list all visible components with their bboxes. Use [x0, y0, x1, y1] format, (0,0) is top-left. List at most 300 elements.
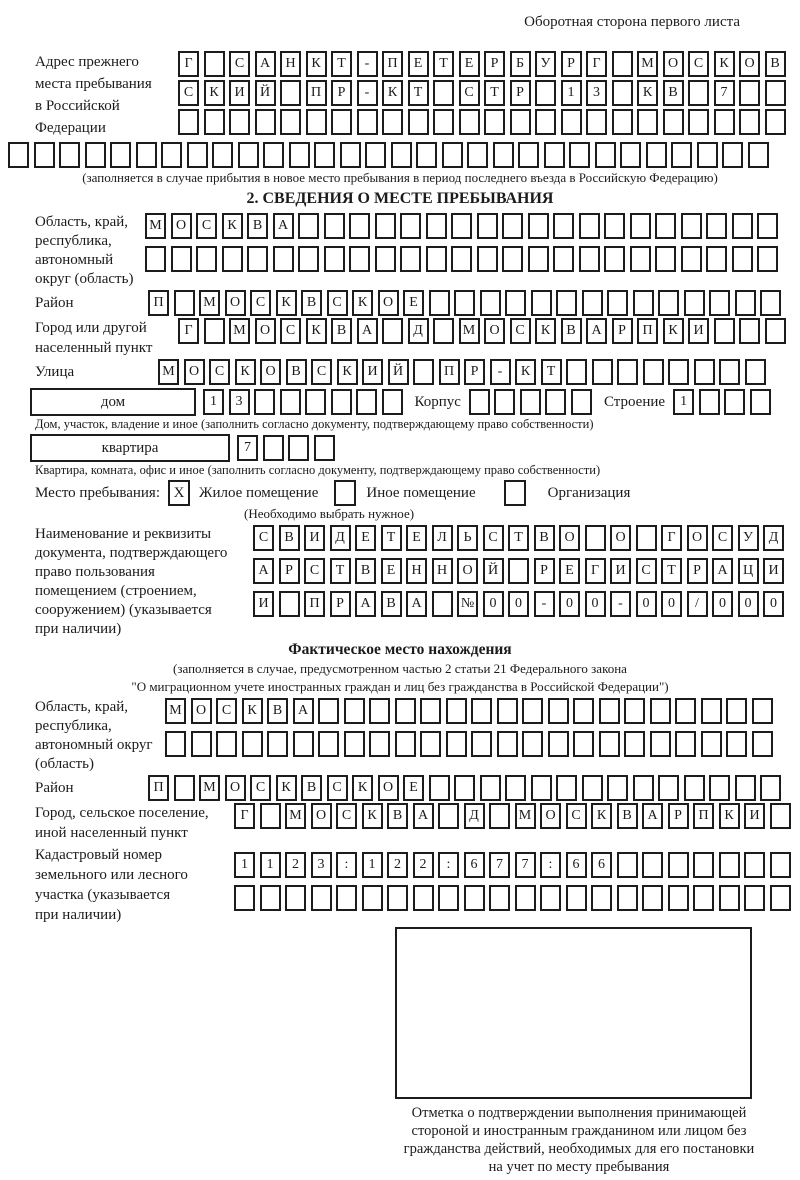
char-cell[interactable]: 3 [311, 852, 332, 878]
char-cell[interactable]: Н [280, 51, 301, 77]
char-cell[interactable]: М [199, 290, 220, 316]
char-cell[interactable] [260, 803, 281, 829]
char-cell[interactable]: Ь [457, 525, 478, 551]
char-cell[interactable]: К [382, 80, 403, 106]
char-cell[interactable]: 2 [285, 852, 306, 878]
char-cell[interactable] [617, 852, 638, 878]
char-cell[interactable] [429, 290, 450, 316]
char-cell[interactable]: К [719, 803, 740, 829]
char-cell[interactable]: В [663, 80, 684, 106]
char-cell[interactable] [612, 109, 633, 135]
char-cell[interactable] [709, 290, 730, 316]
char-cell[interactable] [324, 246, 345, 272]
char-cell[interactable]: В [617, 803, 638, 829]
checkbox-organization[interactable] [504, 480, 526, 506]
char-cell[interactable] [757, 213, 778, 239]
char-cell[interactable] [489, 885, 510, 911]
char-cell[interactable] [432, 591, 453, 617]
char-cell[interactable]: К [276, 290, 297, 316]
char-cell[interactable]: О [378, 290, 399, 316]
char-cell[interactable] [484, 109, 505, 135]
char-cell[interactable]: О [255, 318, 276, 344]
char-cell[interactable] [752, 731, 773, 757]
char-cell[interactable]: 0 [559, 591, 580, 617]
char-cell[interactable] [426, 246, 447, 272]
char-cell[interactable] [454, 775, 475, 801]
char-cell[interactable]: 0 [585, 591, 606, 617]
char-cell[interactable]: К [222, 213, 243, 239]
char-cell[interactable] [382, 389, 403, 415]
char-cell[interactable]: В [381, 591, 402, 617]
char-cell[interactable] [254, 389, 275, 415]
char-cell[interactable] [413, 359, 434, 385]
char-cell[interactable]: Р [561, 51, 582, 77]
char-cell[interactable] [699, 389, 720, 415]
char-cell[interactable]: Й [255, 80, 276, 106]
char-cell[interactable] [413, 885, 434, 911]
char-cell[interactable]: В [279, 525, 300, 551]
char-cell[interactable]: К [663, 318, 684, 344]
char-cell[interactable]: У [738, 525, 759, 551]
char-cell[interactable]: 7 [237, 435, 258, 461]
char-cell[interactable] [714, 318, 735, 344]
char-cell[interactable]: С [209, 359, 230, 385]
char-cell[interactable] [204, 318, 225, 344]
char-cell[interactable] [531, 775, 552, 801]
char-cell[interactable] [592, 359, 613, 385]
char-cell[interactable] [356, 389, 377, 415]
char-cell[interactable] [722, 142, 743, 168]
char-cell[interactable] [719, 885, 740, 911]
char-cell[interactable] [739, 109, 760, 135]
char-cell[interactable] [174, 775, 195, 801]
char-cell[interactable]: П [148, 290, 169, 316]
char-cell[interactable] [724, 389, 745, 415]
char-cell[interactable]: И [362, 359, 383, 385]
char-cell[interactable]: М [158, 359, 179, 385]
house-box[interactable]: дом [30, 388, 196, 416]
char-cell[interactable] [770, 852, 791, 878]
char-cell[interactable]: Т [541, 359, 562, 385]
char-cell[interactable]: И [610, 558, 631, 584]
char-cell[interactable] [247, 246, 268, 272]
char-cell[interactable]: С [336, 803, 357, 829]
char-cell[interactable] [624, 698, 645, 724]
char-cell[interactable]: Е [355, 525, 376, 551]
char-cell[interactable] [505, 775, 526, 801]
char-cell[interactable] [765, 80, 786, 106]
char-cell[interactable]: Т [508, 525, 529, 551]
char-cell[interactable]: : [540, 852, 561, 878]
char-cell[interactable] [566, 885, 587, 911]
char-cell[interactable]: М [199, 775, 220, 801]
char-cell[interactable]: В [247, 213, 268, 239]
char-cell[interactable] [655, 246, 676, 272]
char-cell[interactable] [260, 885, 281, 911]
char-cell[interactable]: К [535, 318, 556, 344]
char-cell[interactable] [357, 109, 378, 135]
char-cell[interactable]: С [566, 803, 587, 829]
char-cell[interactable]: С [196, 213, 217, 239]
char-cell[interactable] [693, 852, 714, 878]
char-cell[interactable] [426, 213, 447, 239]
char-cell[interactable] [471, 698, 492, 724]
char-cell[interactable]: С [311, 359, 332, 385]
char-cell[interactable]: Е [403, 775, 424, 801]
char-cell[interactable]: Р [484, 51, 505, 77]
char-cell[interactable] [553, 213, 574, 239]
char-cell[interactable]: Н [432, 558, 453, 584]
char-cell[interactable] [658, 290, 679, 316]
char-cell[interactable]: Р [279, 558, 300, 584]
char-cell[interactable] [545, 389, 566, 415]
char-cell[interactable]: Т [484, 80, 505, 106]
char-cell[interactable] [595, 142, 616, 168]
char-cell[interactable] [298, 213, 319, 239]
char-cell[interactable] [735, 290, 756, 316]
char-cell[interactable]: А [586, 318, 607, 344]
char-cell[interactable] [714, 109, 735, 135]
char-cell[interactable]: / [687, 591, 708, 617]
char-cell[interactable] [451, 246, 472, 272]
char-cell[interactable]: О [540, 803, 561, 829]
char-cell[interactable] [229, 109, 250, 135]
char-cell[interactable] [429, 775, 450, 801]
char-cell[interactable]: 3 [229, 389, 250, 415]
char-cell[interactable]: Р [510, 80, 531, 106]
char-cell[interactable]: А [357, 318, 378, 344]
char-cell[interactable] [382, 109, 403, 135]
char-cell[interactable]: М [145, 213, 166, 239]
char-cell[interactable]: О [171, 213, 192, 239]
char-cell[interactable] [599, 731, 620, 757]
char-cell[interactable]: В [267, 698, 288, 724]
char-cell[interactable]: Е [408, 51, 429, 77]
char-cell[interactable] [336, 885, 357, 911]
char-cell[interactable] [719, 852, 740, 878]
char-cell[interactable] [556, 775, 577, 801]
char-cell[interactable] [569, 142, 590, 168]
char-cell[interactable]: А [712, 558, 733, 584]
char-cell[interactable] [446, 698, 467, 724]
char-cell[interactable] [636, 525, 657, 551]
char-cell[interactable]: А [642, 803, 663, 829]
char-cell[interactable] [438, 803, 459, 829]
char-cell[interactable] [719, 359, 740, 385]
char-cell[interactable] [293, 731, 314, 757]
char-cell[interactable]: М [285, 803, 306, 829]
char-cell[interactable] [748, 142, 769, 168]
char-cell[interactable] [701, 731, 722, 757]
char-cell[interactable] [573, 731, 594, 757]
char-cell[interactable]: А [273, 213, 294, 239]
char-cell[interactable] [314, 142, 335, 168]
char-cell[interactable]: О [225, 775, 246, 801]
char-cell[interactable] [510, 109, 531, 135]
char-cell[interactable]: 1 [561, 80, 582, 106]
char-cell[interactable]: К [235, 359, 256, 385]
char-cell[interactable] [497, 698, 518, 724]
char-cell[interactable] [340, 142, 361, 168]
char-cell[interactable]: О [687, 525, 708, 551]
char-cell[interactable] [642, 852, 663, 878]
char-cell[interactable] [387, 885, 408, 911]
char-cell[interactable] [604, 246, 625, 272]
char-cell[interactable]: В [387, 803, 408, 829]
char-cell[interactable] [735, 775, 756, 801]
char-cell[interactable]: В [561, 318, 582, 344]
char-cell[interactable] [267, 731, 288, 757]
char-cell[interactable]: О [184, 359, 205, 385]
char-cell[interactable] [174, 290, 195, 316]
char-cell[interactable] [477, 213, 498, 239]
char-cell[interactable]: И [304, 525, 325, 551]
char-cell[interactable]: Е [559, 558, 580, 584]
char-cell[interactable] [263, 142, 284, 168]
char-cell[interactable] [531, 290, 552, 316]
char-cell[interactable]: 6 [566, 852, 587, 878]
char-cell[interactable]: О [225, 290, 246, 316]
char-cell[interactable] [579, 246, 600, 272]
char-cell[interactable] [34, 142, 55, 168]
char-cell[interactable] [701, 698, 722, 724]
char-cell[interactable] [196, 246, 217, 272]
char-cell[interactable] [344, 731, 365, 757]
char-cell[interactable]: Г [661, 525, 682, 551]
char-cell[interactable]: А [253, 558, 274, 584]
char-cell[interactable] [391, 142, 412, 168]
char-cell[interactable] [420, 698, 441, 724]
char-cell[interactable] [362, 885, 383, 911]
char-cell[interactable]: 1 [260, 852, 281, 878]
char-cell[interactable]: В [301, 775, 322, 801]
char-cell[interactable]: С [229, 51, 250, 77]
char-cell[interactable] [744, 885, 765, 911]
char-cell[interactable]: А [355, 591, 376, 617]
char-cell[interactable] [646, 142, 667, 168]
char-cell[interactable] [263, 435, 284, 461]
char-cell[interactable]: Р [534, 558, 555, 584]
char-cell[interactable] [770, 885, 791, 911]
char-cell[interactable]: И [253, 591, 274, 617]
char-cell[interactable] [395, 731, 416, 757]
char-cell[interactable] [633, 290, 654, 316]
char-cell[interactable]: П [693, 803, 714, 829]
char-cell[interactable] [331, 109, 352, 135]
char-cell[interactable] [451, 213, 472, 239]
char-cell[interactable] [752, 698, 773, 724]
char-cell[interactable]: К [362, 803, 383, 829]
char-cell[interactable]: Р [464, 359, 485, 385]
char-cell[interactable]: Г [234, 803, 255, 829]
char-cell[interactable] [709, 775, 730, 801]
char-cell[interactable] [288, 435, 309, 461]
char-cell[interactable] [285, 885, 306, 911]
char-cell[interactable]: С [253, 525, 274, 551]
char-cell[interactable] [732, 213, 753, 239]
char-cell[interactable] [658, 775, 679, 801]
char-cell[interactable] [375, 213, 396, 239]
char-cell[interactable]: В [301, 290, 322, 316]
char-cell[interactable] [280, 109, 301, 135]
char-cell[interactable] [642, 885, 663, 911]
char-cell[interactable] [548, 698, 569, 724]
char-cell[interactable] [289, 142, 310, 168]
char-cell[interactable]: С [459, 80, 480, 106]
char-cell[interactable]: О [610, 525, 631, 551]
char-cell[interactable]: В [765, 51, 786, 77]
char-cell[interactable]: - [610, 591, 631, 617]
char-cell[interactable]: 7 [489, 852, 510, 878]
char-cell[interactable] [469, 389, 490, 415]
char-cell[interactable] [204, 51, 225, 77]
char-cell[interactable] [273, 246, 294, 272]
char-cell[interactable] [573, 698, 594, 724]
char-cell[interactable] [612, 51, 633, 77]
char-cell[interactable]: 2 [413, 852, 434, 878]
char-cell[interactable]: 1 [203, 389, 224, 415]
char-cell[interactable] [365, 142, 386, 168]
char-cell[interactable] [8, 142, 29, 168]
char-cell[interactable] [136, 142, 157, 168]
char-cell[interactable]: М [459, 318, 480, 344]
char-cell[interactable]: С [250, 290, 271, 316]
char-cell[interactable] [204, 109, 225, 135]
char-cell[interactable]: Б [510, 51, 531, 77]
char-cell[interactable] [494, 389, 515, 415]
char-cell[interactable]: 6 [591, 852, 612, 878]
char-cell[interactable]: 0 [508, 591, 529, 617]
char-cell[interactable]: И [744, 803, 765, 829]
char-cell[interactable]: О [260, 359, 281, 385]
char-cell[interactable]: : [336, 852, 357, 878]
char-cell[interactable] [617, 359, 638, 385]
char-cell[interactable] [586, 109, 607, 135]
char-cell[interactable]: В [286, 359, 307, 385]
char-cell[interactable]: А [255, 51, 276, 77]
char-cell[interactable] [688, 109, 709, 135]
char-cell[interactable] [681, 246, 702, 272]
char-cell[interactable] [599, 698, 620, 724]
char-cell[interactable] [571, 389, 592, 415]
char-cell[interactable] [620, 142, 641, 168]
char-cell[interactable]: Д [464, 803, 485, 829]
char-cell[interactable]: О [311, 803, 332, 829]
char-cell[interactable] [502, 246, 523, 272]
char-cell[interactable]: Р [687, 558, 708, 584]
char-cell[interactable] [212, 142, 233, 168]
char-cell[interactable] [331, 389, 352, 415]
char-cell[interactable] [171, 246, 192, 272]
char-cell[interactable] [607, 775, 628, 801]
char-cell[interactable]: М [637, 51, 658, 77]
char-cell[interactable] [579, 213, 600, 239]
char-cell[interactable] [732, 246, 753, 272]
char-cell[interactable] [216, 731, 237, 757]
char-cell[interactable]: 0 [738, 591, 759, 617]
char-cell[interactable] [314, 435, 335, 461]
char-cell[interactable]: С [712, 525, 733, 551]
char-cell[interactable] [765, 318, 786, 344]
char-cell[interactable]: А [293, 698, 314, 724]
char-cell[interactable] [706, 213, 727, 239]
char-cell[interactable]: С [304, 558, 325, 584]
char-cell[interactable] [344, 698, 365, 724]
char-cell[interactable]: С [280, 318, 301, 344]
char-cell[interactable]: П [637, 318, 658, 344]
char-cell[interactable] [535, 109, 556, 135]
char-cell[interactable] [633, 775, 654, 801]
char-cell[interactable]: Г [586, 51, 607, 77]
char-cell[interactable] [760, 775, 781, 801]
char-cell[interactable]: Н [406, 558, 427, 584]
char-cell[interactable] [745, 359, 766, 385]
char-cell[interactable] [726, 698, 747, 724]
char-cell[interactable]: К [306, 51, 327, 77]
char-cell[interactable] [464, 885, 485, 911]
char-cell[interactable] [535, 80, 556, 106]
char-cell[interactable]: К [352, 290, 373, 316]
char-cell[interactable]: О [457, 558, 478, 584]
char-cell[interactable]: О [559, 525, 580, 551]
char-cell[interactable] [528, 246, 549, 272]
char-cell[interactable]: Д [408, 318, 429, 344]
char-cell[interactable]: У [535, 51, 556, 77]
char-cell[interactable] [643, 359, 664, 385]
char-cell[interactable] [515, 885, 536, 911]
char-cell[interactable] [540, 885, 561, 911]
char-cell[interactable] [502, 213, 523, 239]
checkbox-other-premises[interactable] [334, 480, 356, 506]
char-cell[interactable]: Й [483, 558, 504, 584]
char-cell[interactable] [739, 318, 760, 344]
char-cell[interactable] [757, 246, 778, 272]
char-cell[interactable]: 0 [661, 591, 682, 617]
char-cell[interactable] [770, 803, 791, 829]
char-cell[interactable]: 0 [763, 591, 784, 617]
char-cell[interactable] [671, 142, 692, 168]
char-cell[interactable]: 1 [234, 852, 255, 878]
char-cell[interactable]: О [484, 318, 505, 344]
char-cell[interactable] [324, 213, 345, 239]
char-cell[interactable] [607, 290, 628, 316]
char-cell[interactable] [238, 142, 259, 168]
char-cell[interactable] [760, 290, 781, 316]
char-cell[interactable] [305, 389, 326, 415]
char-cell[interactable]: К [276, 775, 297, 801]
char-cell[interactable]: 7 [515, 852, 536, 878]
char-cell[interactable] [637, 109, 658, 135]
char-cell[interactable]: К [714, 51, 735, 77]
char-cell[interactable] [318, 731, 339, 757]
char-cell[interactable] [544, 142, 565, 168]
char-cell[interactable] [582, 290, 603, 316]
char-cell[interactable] [630, 246, 651, 272]
char-cell[interactable]: И [763, 558, 784, 584]
char-cell[interactable] [663, 109, 684, 135]
char-cell[interactable] [349, 246, 370, 272]
char-cell[interactable] [518, 142, 539, 168]
char-cell[interactable]: 3 [586, 80, 607, 106]
char-cell[interactable]: М [515, 803, 536, 829]
char-cell[interactable] [582, 775, 603, 801]
char-cell[interactable] [694, 359, 715, 385]
char-cell[interactable] [624, 731, 645, 757]
char-cell[interactable] [178, 109, 199, 135]
char-cell[interactable] [382, 318, 403, 344]
char-cell[interactable] [617, 885, 638, 911]
char-cell[interactable] [433, 318, 454, 344]
